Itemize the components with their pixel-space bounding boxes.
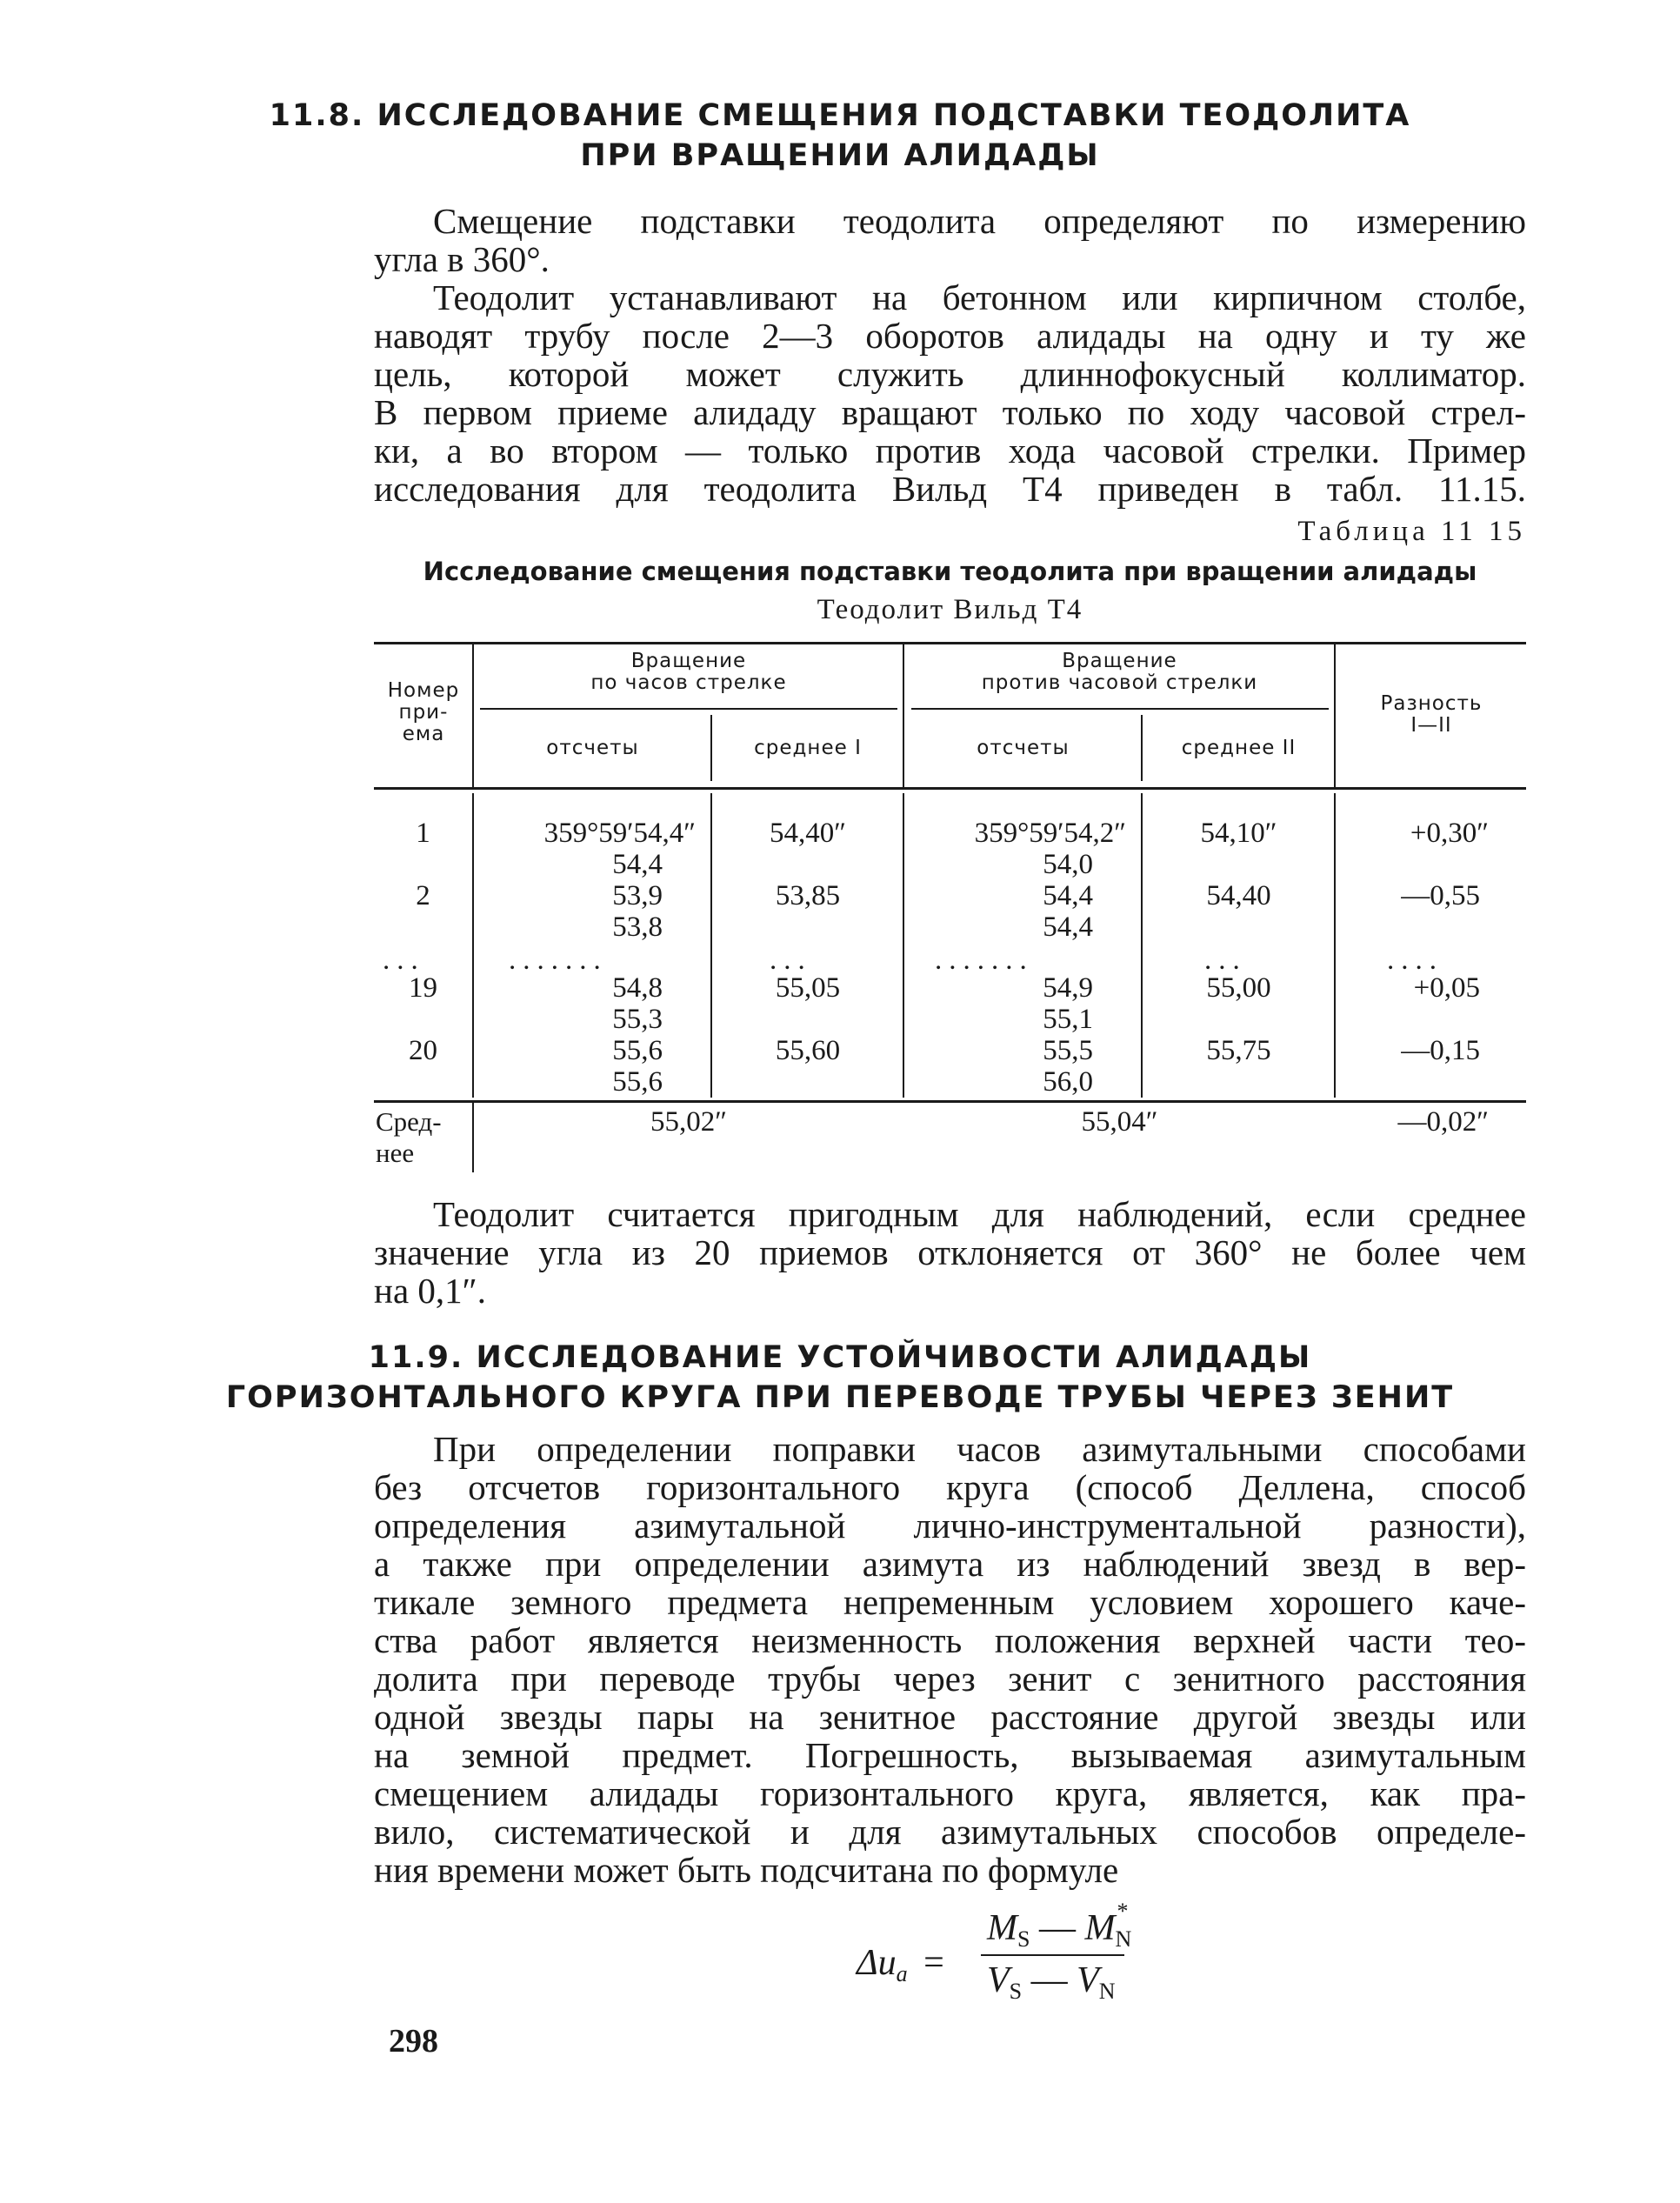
text-line: смещением алидады горизонтального круга, является, как пра- — [374, 1773, 1526, 1813]
ellipsis-number: ... — [383, 945, 425, 976]
text-line: В первом приеме алидаду вращают только по ходу часовой стрел- — [374, 392, 1526, 432]
cell-difference: +0,05 — [1413, 972, 1480, 1004]
cell-difference: +0,30″ — [1410, 818, 1489, 849]
header-difference — [1337, 693, 1526, 737]
text-line: без отсчетов горизонтального круга (способ Деллена, способ — [374, 1467, 1526, 1507]
cell-mean: 55,00 — [1206, 972, 1271, 1004]
formula-minus: — — [1038, 1908, 1076, 1948]
text-line: одной звезды пары на зенитное расстояние другой звезды или — [374, 1697, 1526, 1737]
text-line: долита при переводе трубы через зенит с зенитного расстояния — [374, 1659, 1526, 1699]
header-cw-group — [475, 651, 903, 694]
col-rule — [472, 1103, 474, 1172]
header-number — [376, 680, 471, 745]
formula-symbol: V — [987, 1960, 1010, 2000]
header-mean-2: среднее II — [1181, 737, 1297, 759]
summary-difference: —0,02″ — [1397, 1106, 1489, 1138]
ellipsis-readings: ....... — [509, 945, 608, 976]
cell-mean: 54,10″ — [1200, 818, 1277, 849]
col-rule — [1334, 793, 1336, 1098]
cell-reading: 55,3 — [612, 1004, 663, 1035]
formula-symbol: V — [1077, 1960, 1099, 2000]
formula-numerator — [987, 1899, 1132, 1953]
heading-line: 11.9. ИССЛЕДОВАНИЕ УСТОЙЧИВОСТИ АЛИДАДЫ — [368, 1340, 1312, 1375]
text-line: а также при определении азимута из наблюдений звезд в вер- — [374, 1544, 1526, 1584]
header-text: Вращение — [630, 650, 747, 672]
cell-difference: —0,55 — [1401, 880, 1480, 911]
text-line: ки, а во втором — только против хода часовой стрелки. Пример — [374, 431, 1526, 471]
text-line: Теодолит устанавливают на бетонном или кирпичном столбе, — [433, 277, 1526, 317]
cell-difference: —0,15 — [1401, 1035, 1480, 1066]
col-rule — [472, 793, 474, 1098]
header-text: при- — [398, 701, 449, 724]
cell-mean: 54,40″ — [770, 818, 846, 849]
heading-line: ПРИ ВРАЩЕНИИ АЛИДАДЫ — [580, 138, 1100, 173]
page-number: 298 — [389, 2023, 438, 2059]
col-rule — [710, 793, 712, 1098]
cell-reading: 54,4 — [612, 849, 663, 880]
formula-minus: — — [1030, 1960, 1068, 2000]
summary-label-line: Сред- — [376, 1106, 442, 1137]
formula-subscript: a — [896, 1961, 908, 1986]
fraction-bar — [981, 1954, 1124, 1956]
formula-subscript: S — [1009, 1979, 1023, 2004]
col-rule — [1141, 715, 1143, 781]
text-line: тикале земного предмета непременным условием хорошего каче- — [374, 1582, 1526, 1622]
summary-mean-cw: 55,02″ — [650, 1106, 727, 1138]
cell-reading: 56,0 — [1043, 1066, 1093, 1098]
header-mean-1: среднее I — [754, 737, 862, 759]
table-label: Таблица 11 15 — [1297, 516, 1526, 547]
summary-mean-ccw: 55,04″ — [1081, 1106, 1158, 1138]
text-line: Смещение подставки теодолита определяют по измерению — [433, 201, 1526, 241]
formula-subscript: N — [1098, 1979, 1116, 2004]
col-rule — [1141, 793, 1143, 1098]
header-text: I—II — [1410, 714, 1452, 737]
cell-reading: 55,6 — [612, 1066, 663, 1098]
cell-mean: 55,05 — [775, 972, 841, 1004]
header-readings-cw: отсчеты — [546, 737, 639, 759]
table-subtitle: Теодолит Вильд Т4 — [817, 594, 1083, 625]
col-rule — [903, 793, 904, 1098]
cell-reading: 54,4 — [1043, 880, 1093, 911]
heading-line: 11.8. ИССЛЕДОВАНИЕ СМЕЩЕНИЯ ПОДСТАВКИ ТЕОДОЛИТА — [269, 98, 1411, 133]
cell-reading: 55,6 — [612, 1035, 663, 1066]
text-line: исследования для теодолита Вильд Т4 приведен в табл. 11.15. — [374, 469, 1526, 509]
ellipsis-readings: ....... — [935, 945, 1034, 976]
cell-reading: 53,8 — [612, 911, 663, 943]
summary-label-line: нее — [376, 1138, 415, 1168]
formula-denominator — [987, 1959, 1116, 2005]
cell-reading: 55,5 — [1043, 1035, 1093, 1066]
text-line: угла в 360°. — [374, 239, 550, 279]
cell-mean: 54,40 — [1206, 880, 1271, 911]
formula-superscript: * — [1117, 1899, 1129, 1924]
header-text: ема — [402, 723, 445, 745]
cell-reading: 54,4 — [1043, 911, 1093, 943]
header-text: Номер — [387, 679, 460, 702]
cell-number: 1 — [416, 818, 430, 849]
table-title: Исследование смещения подставки теодолита при вращении алидады — [423, 557, 1477, 586]
cell-reading: 359°59′54,4″ — [543, 818, 696, 849]
cell-reading: 54,8 — [612, 972, 663, 1004]
header-rule-ccw — [911, 708, 1329, 710]
section-heading-11-9 — [0, 1338, 1680, 1418]
text-line: на 0,1″. — [374, 1271, 486, 1311]
text-line: Теодолит считается пригодным для наблюдений, если среднее — [433, 1194, 1526, 1234]
header-text: Разность — [1380, 692, 1483, 715]
ellipsis-mean: ... — [1204, 945, 1247, 976]
header-readings-ccw: отсчеты — [977, 737, 1070, 759]
formula-equals: = — [923, 1943, 944, 1983]
summary-label — [376, 1106, 471, 1169]
cell-reading: 53,9 — [612, 880, 663, 911]
text-line: вило, систематической и для азимутальных способов определе- — [374, 1812, 1526, 1852]
header-ccw-group — [905, 651, 1334, 694]
text-line: значение угла из 20 приемов отклоняется от 360° не более чем — [374, 1232, 1526, 1272]
col-rule — [472, 644, 474, 787]
cell-reading: 359°59′54,2″ — [974, 818, 1126, 849]
heading-line: ГОРИЗОНТАЛЬНОГО КРУГА ПРИ ПЕРЕВОДЕ ТРУБЫ ЧЕРЕЗ ЗЕНИТ — [225, 1380, 1455, 1415]
formula-symbol: M — [987, 1908, 1017, 1948]
cell-number: 19 — [409, 972, 437, 1004]
text-line: ния времени может быть подсчитана по формуле — [374, 1850, 1119, 1890]
header-rule-cw — [480, 708, 897, 710]
text-line: определения азимутальной лично-инструментальной разности), — [374, 1505, 1526, 1545]
paragraph-stability — [374, 1430, 1526, 1889]
text-line: При определении поправки часов азимутальными способами — [433, 1429, 1526, 1469]
cell-number: 2 — [416, 880, 430, 911]
table-top-rule — [374, 642, 1526, 644]
cell-mean: 55,75 — [1206, 1035, 1271, 1066]
header-text: Вращение — [1062, 650, 1177, 672]
paragraph-method — [374, 278, 1526, 508]
cell-mean: 55,60 — [775, 1035, 841, 1066]
section-heading-11-8 — [0, 96, 1680, 176]
cell-mean: 53,85 — [775, 880, 841, 911]
formula-subscript: S — [1017, 1926, 1030, 1952]
cell-reading: 54,9 — [1043, 972, 1093, 1004]
col-rule — [1334, 644, 1336, 787]
col-rule — [710, 715, 712, 781]
cell-number: 20 — [409, 1035, 437, 1066]
text-line: на земной предмет. Погрешность, вызываемая азимутальным — [374, 1735, 1526, 1775]
formula-subscript: N — [1115, 1926, 1132, 1952]
ellipsis-mean: ... — [770, 945, 812, 976]
col-rule — [903, 644, 904, 787]
ellipsis-difference: .... — [1387, 945, 1443, 976]
summary-rule — [374, 1100, 1526, 1103]
header-bottom-rule — [374, 787, 1526, 790]
formula-symbol: M — [1084, 1908, 1116, 1948]
text-line: ства работ является неизменность положения верхней части тео- — [374, 1620, 1526, 1660]
header-text: по часов стрелке — [590, 671, 787, 694]
formula-symbol: Δu — [857, 1943, 897, 1983]
header-text: против часовой стрелки — [981, 671, 1258, 694]
paragraph-intro — [374, 202, 1526, 278]
text-line: наводят трубу после 2—3 оборотов алидады на одну и ту же — [374, 316, 1526, 356]
paragraph-criterion — [374, 1195, 1526, 1310]
text-line: цель, которой может служить длиннофокусный коллиматор. — [374, 354, 1526, 394]
cell-reading: 55,1 — [1043, 1004, 1093, 1035]
cell-reading: 54,0 — [1043, 849, 1093, 880]
formula-lhs — [857, 1942, 944, 1987]
